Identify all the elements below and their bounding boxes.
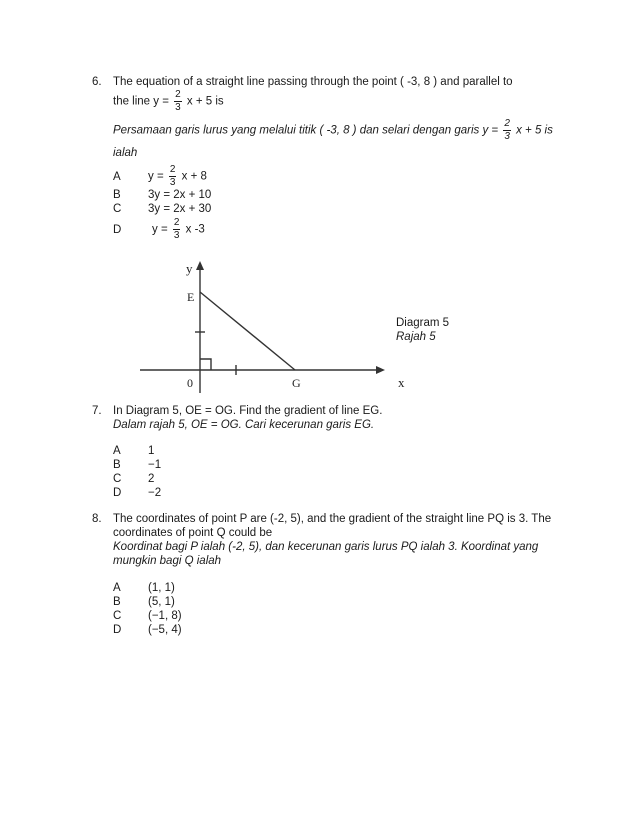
fraction-denominator: 3 — [173, 230, 180, 241]
question-8-text-line1: The coordinates of point P are (-2, 5), and the gradient of the straight line PQ is 3. The — [113, 513, 552, 525]
option-7c[interactable] — [113, 473, 154, 487]
option-text: (−5, 4) — [148, 624, 182, 636]
point-g-label: G — [292, 376, 301, 390]
option-letter: D — [113, 487, 122, 499]
diagram-caption-malay: Rajah 5 — [396, 331, 436, 343]
option-text: −1 — [148, 459, 162, 471]
option-6d[interactable] — [113, 218, 205, 241]
option-letter: C — [113, 610, 122, 622]
option-6a[interactable] — [113, 165, 207, 188]
option-letter: B — [113, 459, 121, 471]
diagram-5 — [130, 255, 420, 395]
option-letter: D — [113, 223, 122, 236]
line2-prefix: the line y = — [113, 95, 169, 108]
question-8-text-line2: coordinates of point Q could be — [113, 527, 273, 539]
question-7-text: In Diagram 5, OE = OG. Find the gradient of line EG. — [113, 405, 383, 417]
option-8c[interactable] — [113, 610, 182, 624]
option-8d[interactable] — [113, 624, 182, 638]
fraction-numerator: 2 — [175, 89, 181, 100]
option-letter: A — [113, 445, 121, 457]
y-axis-label: y — [186, 261, 193, 276]
origin-label: 0 — [187, 376, 193, 390]
option-text: 1 — [148, 445, 155, 457]
question-6-malay-line1 — [113, 119, 553, 142]
option-text: −2 — [148, 487, 162, 499]
question-7-number: 7. — [92, 405, 102, 417]
line2-suffix: x + 5 is — [186, 95, 224, 108]
option-letter: D — [113, 624, 122, 636]
question-6-malay-line2: ialah — [113, 147, 138, 159]
fraction-denominator: 3 — [504, 131, 510, 142]
y-axis-arrow-icon — [196, 261, 204, 270]
fraction-two-thirds — [169, 165, 177, 188]
malay-suffix: x + 5 is — [516, 124, 553, 137]
point-e-label: E — [187, 290, 195, 304]
option-text: 3y = 2x + 10 — [148, 189, 212, 201]
option-8a[interactable] — [113, 582, 175, 596]
question-8-malay-line2: mungkin bagi Q ialah — [113, 555, 222, 567]
fraction-denominator: 3 — [169, 177, 176, 188]
option-text: (−1, 8) — [148, 610, 182, 622]
fraction-numerator: 2 — [169, 164, 176, 175]
question-7-malay: Dalam rajah 5, OE = OG. Cari kecerunan garis EG. — [113, 419, 375, 431]
malay-prefix: Persamaan garis lurus yang melalui titik ( -3, 8 ) dan selari dengan garis y = — [113, 124, 499, 137]
option-7a[interactable] — [113, 445, 154, 459]
option-7b[interactable] — [113, 459, 161, 473]
option-prefix: y = — [148, 170, 164, 183]
fraction-two-thirds — [173, 218, 181, 241]
option-7d[interactable] — [113, 487, 161, 501]
option-letter: A — [113, 582, 121, 594]
option-letter: C — [113, 473, 122, 485]
x-axis-label: x — [398, 375, 405, 390]
diagram-caption: Diagram 5 — [396, 317, 450, 329]
question-8-malay-line1: Koordinat bagi P ialah (-2, 5), dan kecerunan garis lurus PQ ialah 3. Koordinat yang — [113, 541, 539, 553]
fraction-numerator: 2 — [504, 118, 510, 129]
option-6c[interactable] — [113, 203, 211, 217]
line-eg — [200, 292, 295, 370]
option-letter: C — [113, 203, 122, 215]
fraction-denominator: 3 — [175, 102, 181, 113]
fraction-numerator: 2 — [173, 217, 180, 228]
option-prefix: y = — [152, 223, 168, 236]
fraction-two-thirds — [174, 90, 182, 113]
fraction-two-thirds — [503, 119, 511, 142]
question-6-text-line1: The equation of a straight line passing through the point ( -3, 8 ) and parallel to — [113, 76, 513, 88]
option-letter: B — [113, 596, 121, 608]
option-8b[interactable] — [113, 596, 175, 610]
option-letter: B — [113, 189, 121, 201]
option-text: 2 — [148, 473, 155, 485]
option-6b[interactable] — [113, 189, 211, 203]
option-suffix: x -3 — [185, 223, 205, 236]
question-6-number: 6. — [92, 76, 102, 88]
x-axis-arrow-icon — [376, 366, 385, 374]
question-8-number: 8. — [92, 513, 102, 525]
option-letter: A — [113, 170, 121, 183]
option-text: (1, 1) — [148, 582, 175, 594]
option-suffix: x + 8 — [181, 170, 207, 183]
right-angle-marker — [200, 359, 211, 370]
option-text: (5, 1) — [148, 596, 175, 608]
question-6-text-line2 — [113, 90, 224, 113]
option-text: 3y = 2x + 30 — [148, 203, 212, 215]
